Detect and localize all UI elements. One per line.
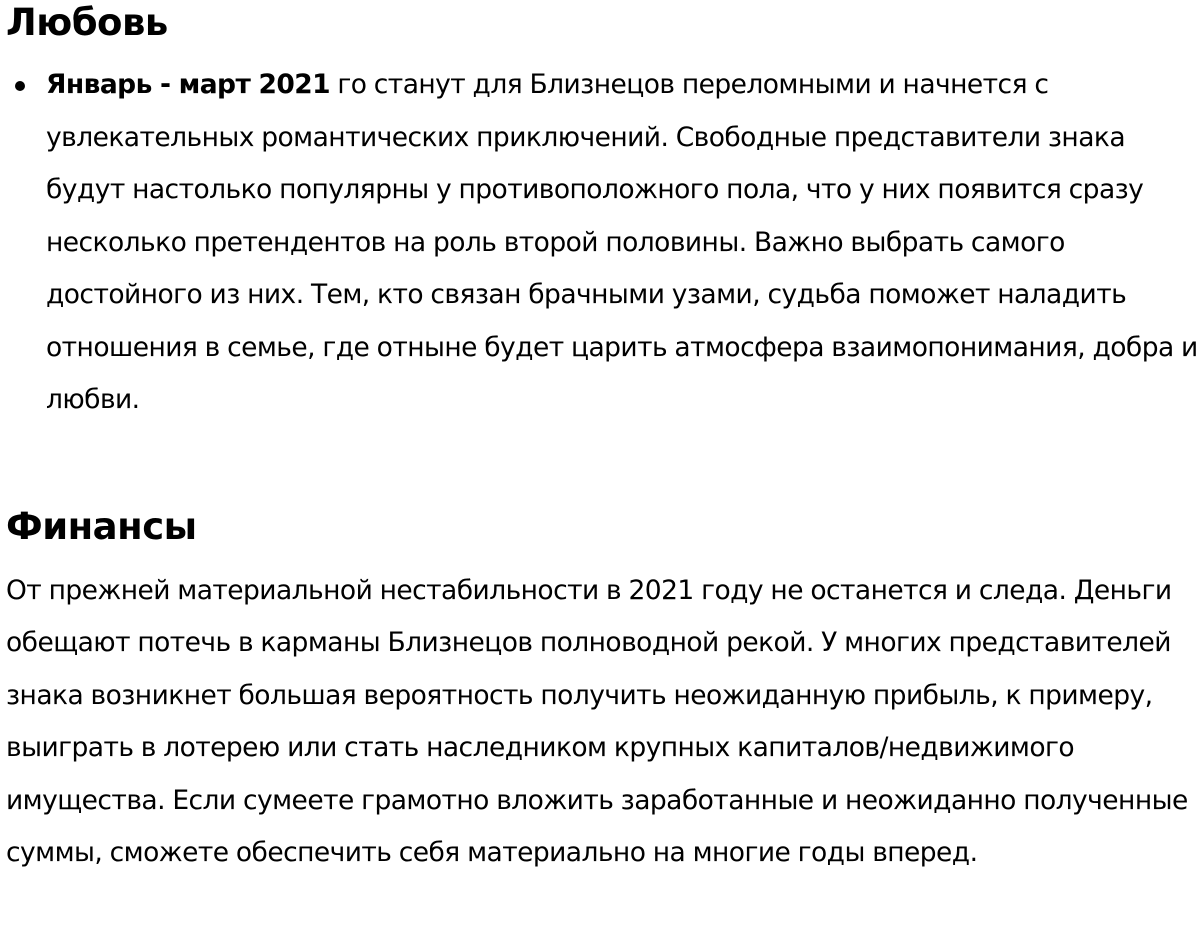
bullet-icon bbox=[15, 81, 25, 91]
finance-paragraph: От прежней материальной нестабильности в 2021 году не останется и следа. Деньги обещают потечь в карманы Близнецов полноводной рекой. У многих представителей знака возникнет большая вероятность получить неожиданную прибыль, к примеру, выиграть в лотерею или стать наследником крупных капиталов/недвижимого имущества. Если сумеете грамотно вложить заработанные и неожиданно полученные суммы, сможете обеспечить себя материально на многие годы вперед. bbox=[6, 574, 1188, 868]
finance-section bbox=[6, 503, 1198, 880]
love-heading: Любовь bbox=[6, 1, 168, 44]
horoscope-article bbox=[6, 0, 1198, 880]
love-item-text: го станут для Близнецов переломными и начнется с увлекательных романтических приключений. Свободные представители знака будут настолько популярны у противоположного пола, что у них появится сразу несколько претендентов на роль второй половины. Важно выбрать самого достойного из них. Тем, кто связан брачными узами, судьба поможет наладить отношения в семье, где отныне будет царить атмосфера взаимопонимания, добра и любви. bbox=[46, 69, 1198, 415]
finance-heading: Финансы bbox=[6, 504, 197, 548]
love-list bbox=[6, 59, 1198, 427]
love-list-item bbox=[6, 59, 1198, 427]
love-item-lead: Январь - март 2021 bbox=[46, 69, 330, 100]
love-section bbox=[6, 0, 1198, 427]
